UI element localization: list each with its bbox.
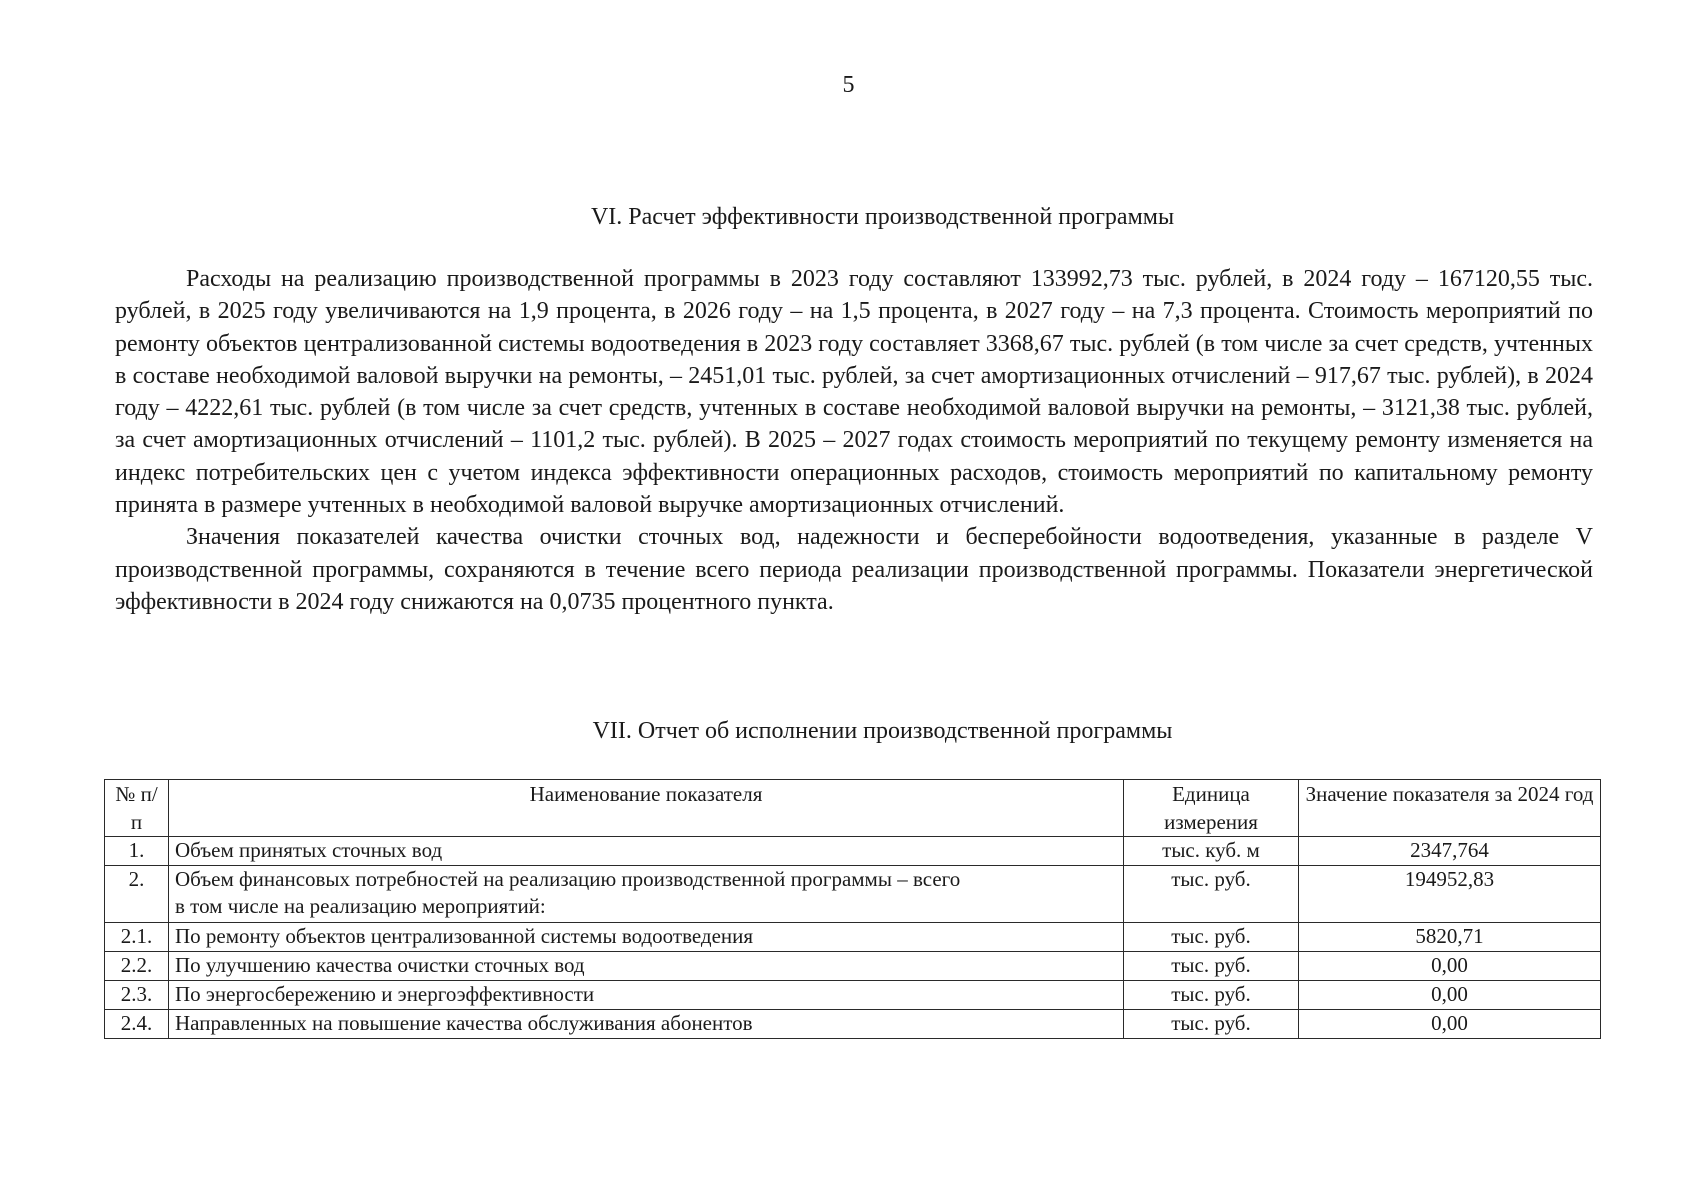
table-row — [105, 866, 1601, 923]
paragraph-indicators: Значения показателей качества очистки сточных вод, надежности и бесперебойности водоотведения, указанные в разделе V производственной программы, сохраняются в течение всего периода реализации производственной программы. Показатели энергетической эффективности в 2024 году снижаются на 0,0735 процентного пункта. — [115, 524, 1593, 615]
row-name: По ремонту объектов централизованной системы водоотведения — [169, 923, 1124, 952]
header-name: Наименование показателя — [169, 780, 1124, 837]
row-value: 2347,764 — [1299, 837, 1601, 866]
row-unit: тыс. руб. — [1124, 952, 1299, 981]
header-value: Значение показателя за 2024 год — [1299, 780, 1601, 837]
row-name: По улучшению качества очистки сточных вод — [169, 952, 1124, 981]
row-num: 2.1. — [105, 923, 169, 952]
table-row — [105, 923, 1601, 952]
row-name: По энергосбережению и энергоэффективности — [169, 981, 1124, 1010]
row-name: Направленных на повышение качества обслуживания абонентов — [169, 1010, 1124, 1039]
section-title-efficiency: VI. Расчет эффективности производственной программы — [590, 204, 1175, 230]
paragraph-expenses: Расходы на реализацию производственной программы в 2023 году составляют 133992,73 тыс. рублей, в 2024 году – 167120,55 тыс. рублей, в 2025 году увеличиваются на 1,9 процента, в 2026 году – на 1,5 процента, в 2027 году – на 7,3 процента. Стоимость мероприятий по ремонту объектов централизованной системы водоотведения в 2023 году составляет 3368,67 тыс. рублей (в том числе за счет средств, учтенных в составе необходимой валовой выручки на ремонты, – 2451,01 тыс. рублей, за счет амортизационных отчислений – 917,67 тыс. рублей), в 2024 году – 4222,61 тыс. рублей (в том числе за счет средств, учтенных в составе необходимой валовой выручки на ремонты, – 3121,38 тыс. рублей, за счет амортизационных отчислений – 1101,2 тыс. рублей). В 2025 – 2027 годах стоимость мероприятий по текущему ремонту изменяется на индекс потребительских цен с учетом индекса эффективности операционных расходов, стоимость мероприятий по капитальному ремонту принята в размере учтенных в необходимой валовой выручке амортизационных отчислений. — [115, 266, 1593, 519]
row-name — [169, 866, 1124, 923]
efficiency-text — [115, 263, 1593, 618]
row-num: 2. — [105, 866, 169, 923]
report-table — [104, 779, 1601, 1039]
row-num: 1. — [105, 837, 169, 866]
row-unit: тыс. руб. — [1124, 981, 1299, 1010]
row-name-line2: в том числе на реализацию мероприятий: — [175, 894, 546, 918]
row-value: 194952,83 — [1299, 866, 1601, 923]
row-unit: тыс. руб. — [1124, 1010, 1299, 1039]
row-name: Объем принятых сточных вод — [169, 837, 1124, 866]
row-value: 0,00 — [1299, 952, 1601, 981]
table-header-row — [105, 780, 1601, 837]
table-row — [105, 981, 1601, 1010]
row-num: 2.4. — [105, 1010, 169, 1039]
row-name-line1: Объем финансовых потребностей на реализацию производственной программы – всего — [175, 867, 961, 891]
table-row — [105, 952, 1601, 981]
row-unit: тыс. руб. — [1124, 866, 1299, 923]
row-num: 2.3. — [105, 981, 169, 1010]
section-title-report: VII. Отчет об исполнении производственной программы — [592, 718, 1173, 744]
header-unit: Единица измерения — [1124, 780, 1299, 837]
table-row — [105, 1010, 1601, 1039]
row-unit: тыс. руб. — [1124, 923, 1299, 952]
row-num: 2.2. — [105, 952, 169, 981]
row-unit: тыс. куб. м — [1124, 837, 1299, 866]
row-value: 0,00 — [1299, 981, 1601, 1010]
table-row — [105, 837, 1601, 866]
row-value: 5820,71 — [1299, 923, 1601, 952]
page-number: 5 — [842, 72, 855, 98]
header-num: № п/п — [105, 780, 169, 837]
row-value: 0,00 — [1299, 1010, 1601, 1039]
